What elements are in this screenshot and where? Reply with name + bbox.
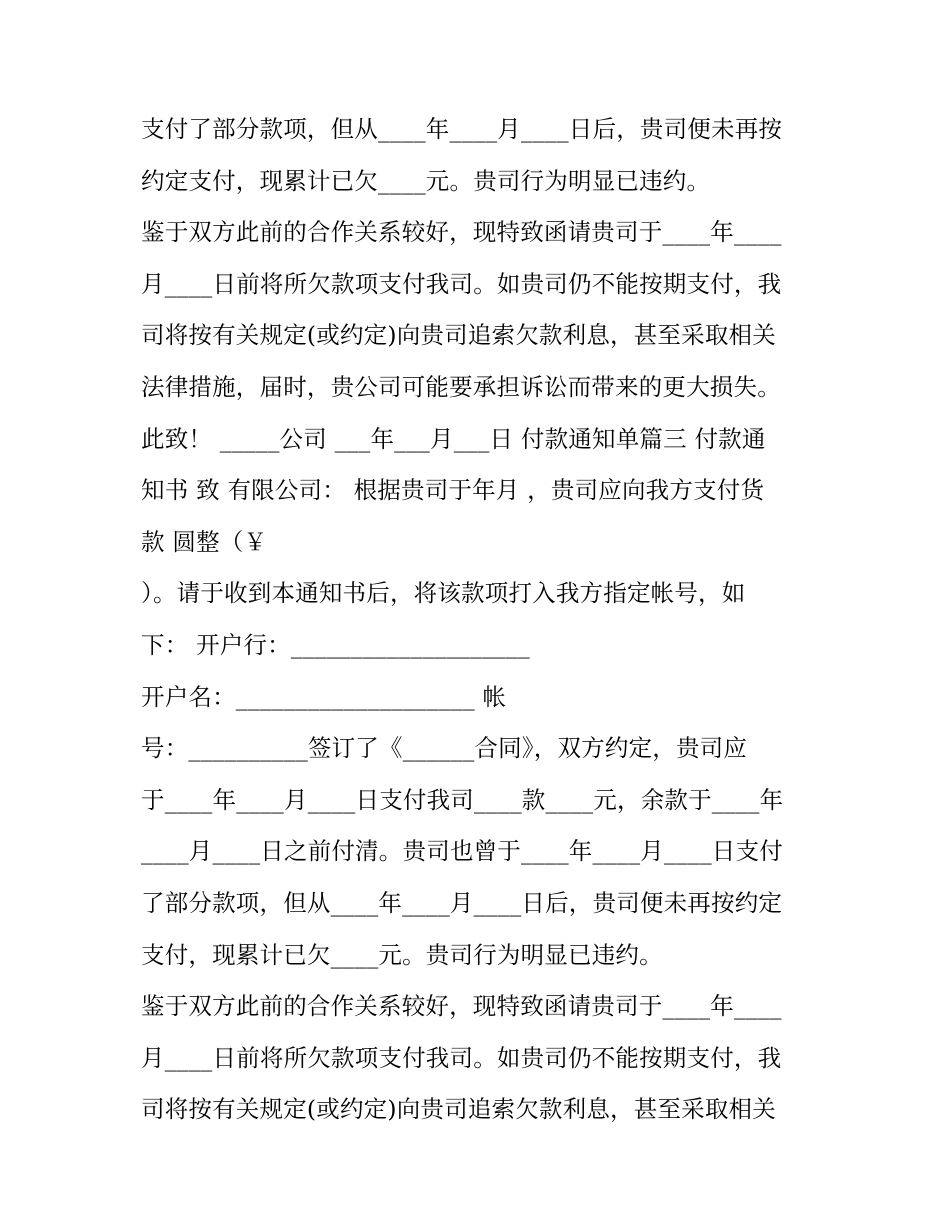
text-line: 款 圆整（￥ [141,527,268,556]
text-line: 此致！ _____公司 ___年___月___日 付款通知单篇三 付款通 [141,424,766,453]
text-line: 于____年____月____日支付我司____款____元，余款于____年 [141,785,784,814]
text-line: 号：__________签订了《______合同》，双方约定，贵司应 [141,734,748,763]
text-line: 约定支付，现累计已欠____元。贵司行为明显已违约。 [141,166,711,195]
text-line: 鉴于双方此前的合作关系较好，现特致函请贵司于____年____ [141,992,782,1021]
text-line: 法律措施，届时，贵公司可能要承担诉讼而带来的更大损失。 [141,372,781,401]
text-line: 支付，现累计已欠____元。贵司行为明显已违约。 [141,940,663,969]
text-line: 了部分款项，但从____年____月____日后，贵司便未再按约定 [141,888,783,917]
text-line: 支付了部分款项，但从____年____月____日后，贵司便未再按 [141,115,783,143]
text-line: ____月____日之前付清。贵司也曾于____年____月____日支付 [141,837,783,866]
text-line: 月____日前将所欠款项支付我司。如贵司仍不能按期支付，我 [141,1043,782,1072]
text-line: 司将按有关规定(或约定)向贵司追索欠款利息，甚至采取相关 [141,321,776,350]
body-text [141,104,821,1136]
text-line: 知书 致 有限公司： 根据贵司于年月 ，贵司应向我方支付货 [141,476,765,505]
text-line: ）。请于收到本通知书后，将该款项打入我方指定帐号，如 [141,579,746,608]
text-line: 下： 开户行：____________________ [141,630,530,659]
text-line: 月____日前将所欠款项支付我司。如贵司仍不能按期支付，我 [141,269,782,298]
text-line: 开户名：____________________ 帐 [141,682,507,711]
text-line: 司将按有关规定(或约定)向贵司追索欠款利息，甚至采取相关 [141,1095,776,1124]
text-line: 鉴于双方此前的合作关系较好，现特致函请贵司于____年____ [141,218,782,247]
